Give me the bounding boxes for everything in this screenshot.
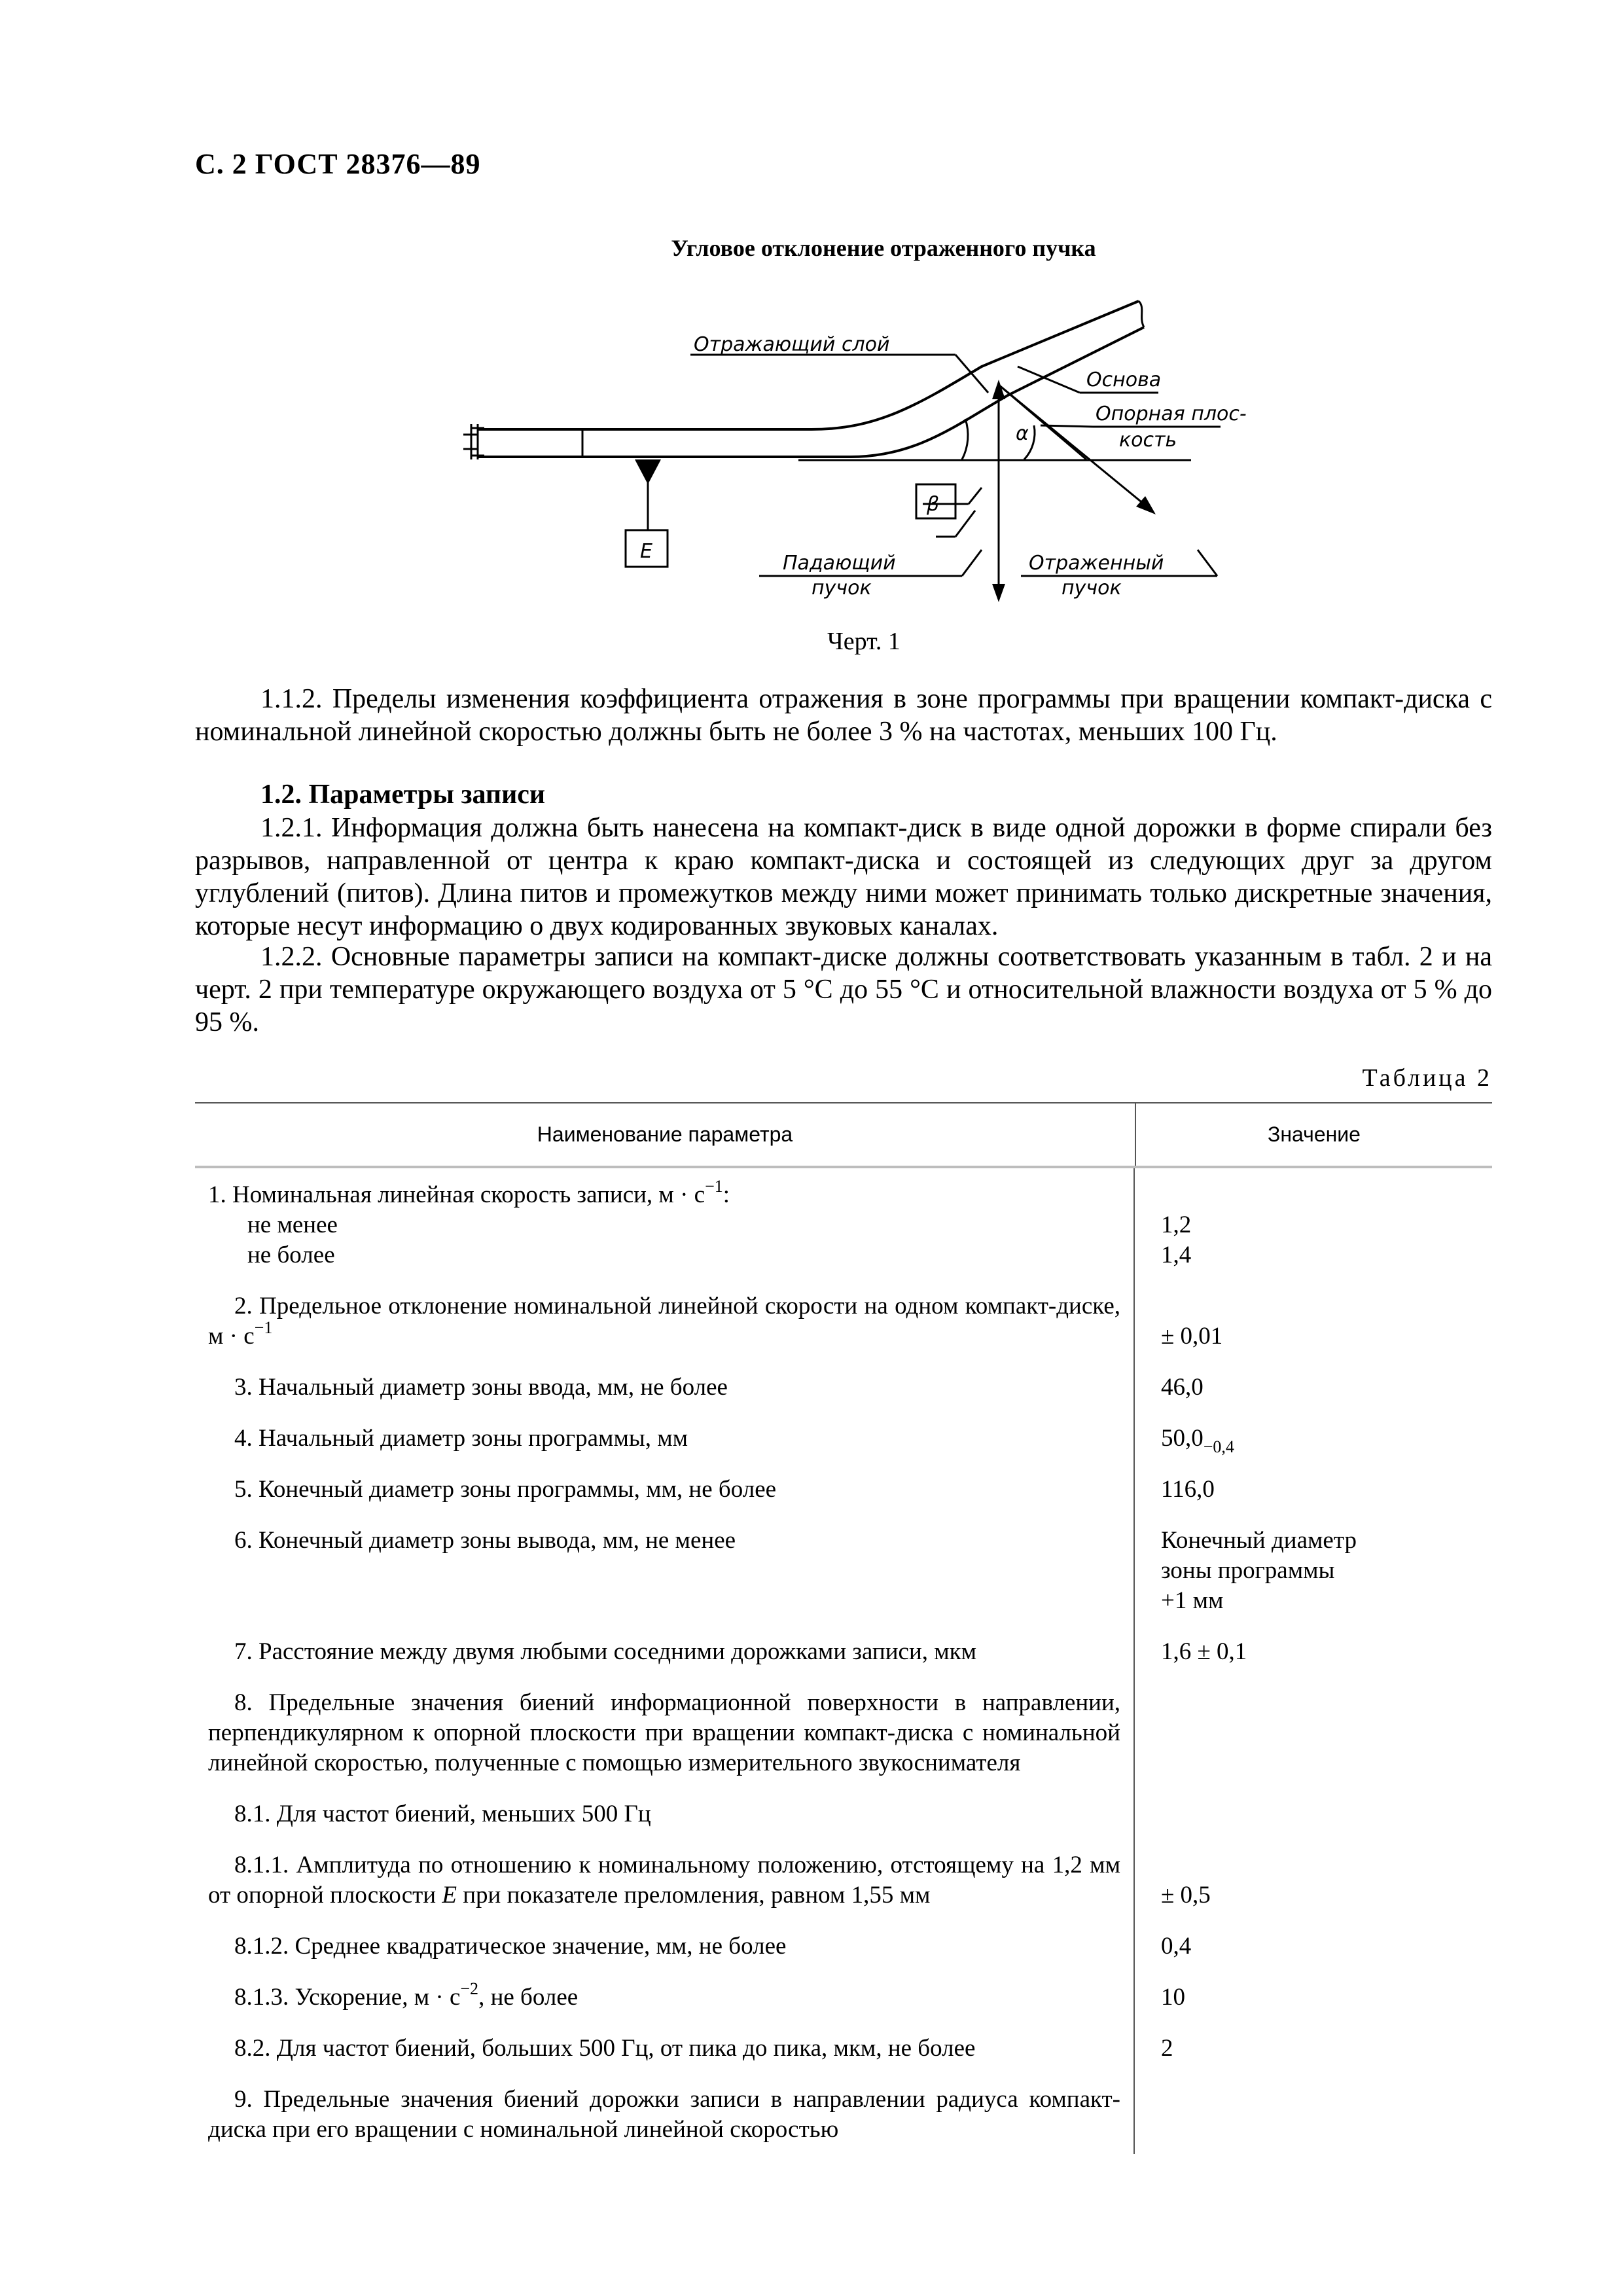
label-e: E [640,540,652,563]
paragraph-1-2-2: 1.2.2. Основные параметры записи на компакт-диске должны соответствовать указанным в табл. 2 и на черт. 2 при температуре окружающего воздуха от 5 °С до 55 °С и относительной влажности воздуха от 5 % до 95 %. [195,942,1492,1037]
param-value: 2 [1161,2035,1173,2062]
param-value: 1,4 [1161,1242,1192,1268]
param-value: 1,2 [1161,1211,1192,1238]
table-row [195,1676,1492,1787]
param-value: 1,6 ± 0,1 [1161,1638,1247,1665]
section-heading-1-2: 1.2. Параметры записи [260,780,546,810]
param-name: 8.2. Для частот биений, больших 500 Гц, от пика до пика, мкм, не более [195,2022,1135,2073]
param-name: 8. Предельные значения биений информационной поверхности в направлении, перпендикулярном к опорной плоскости при вращении компакт-диска с номинальной линейной скоростью, полученные с помощью измерительного звукоснимателя [195,1676,1135,1787]
table-row: 2. Предельное отклонение номинальной линейной скорости на одном компакт-диске, $м \cdot с^{-1}$ ± 0,01 [195,1280,1492,1361]
label-reflected-2: пучок [1061,577,1122,600]
param-value: 10 [1161,1984,1185,2011]
param-name: 8.1.2. Среднее квадратическое значение, мм, не более [195,1920,1135,1971]
table-row [195,1361,1492,1412]
strip-top-edge [478,301,1139,429]
param-value: 116,0 [1161,1476,1215,1503]
label-reference-plane-1: Опорная плос- [1096,403,1247,425]
table-row: 8.1.1. Амплитуда по отношению к номинальному положению, отстоящему на 1,2 мм от опорной плоскости E при показателе преломления, равном 1,55 мм ± 0,5 [195,1839,1492,1920]
support-triangle [635,459,661,484]
label-incident-2: пучок [812,577,872,600]
table-row: 6. Конечный диаметр зоны вывода, мм, не менее Конечный диаметр зоны программы +1 мм [195,1514,1492,1625]
param-name: 3. Начальный диаметр зоны ввода, мм, не более [195,1361,1135,1412]
table-header-row [195,1103,1492,1168]
beta-arc [962,419,968,459]
table-row [195,1625,1492,1676]
paragraph-1-2-1: 1.2.1. Информация должна быть нанесена на компакт-диск в виде одной дорожки в форме спирали без разрывов, направленной от центра к краю компакт-диска и состоящей из следующих друг за другом углублений (питов). Длина питов и промежутков между ними может принимать только дискретные значения, которые несут информацию о двух кодированных звуковых каналах. [195,813,1492,941]
param-value: ± 0,01 [1161,1323,1223,1350]
table-row [195,1920,1492,1971]
label-reflecting-layer: Отражающий слой [694,333,890,356]
figure-caption: Черт. 1 [827,628,901,655]
param-name: 6. Конечный диаметр зоны вывода, мм, не менее [195,1514,1135,1625]
paragraph-1-1-2: 1.1.2. Пределы изменения коэффициента отражения в зоне программы при вращении компакт-диска с номинальной линейной скоростью должны быть не более 3 % на частотах, меньших 100 Гц. [195,684,1492,747]
figure-diagram [458,288,1283,628]
param-name: 5. Конечный диаметр зоны программы, мм, не более [195,1463,1135,1514]
table-row [195,1787,1492,1839]
table-row [195,2022,1492,2073]
table-row: 8.1.3. Ускорение, $м \cdot с^{-2}$, не более 10 [195,1971,1492,2022]
param-name: 1. Номинальная линейная скорость записи, м · с [208,1181,705,1208]
label-base: Основа [1086,368,1162,391]
figure-title: Угловое отклонение отраженного пучка [671,235,1096,261]
param-name: 8.1.3. Ускорение, м · с [234,1984,461,2011]
label-incident-1: Падающий [783,552,896,575]
header-parameter: Наименование параметра [195,1103,1136,1166]
label-reflected-1: Отраженный [1029,552,1164,575]
param-name: 8.1. Для частот биений, меньших 500 Гц [195,1787,1135,1839]
table-label: Таблица 2 [1362,1064,1492,1092]
table-row [195,1463,1492,1514]
parameters-table [195,1102,1492,2154]
header-value: Значение [1268,1122,1361,1146]
strip-break [1139,301,1144,327]
label-alpha: α [1016,422,1029,445]
table-row: 1. Номинальная линейная скорость записи, $м \cdot с^{-1}$: не менее не более 1,2 1,4 [195,1168,1492,1280]
param-name: 2. Предельное отклонение номинальной линейной скорости на одном компакт-диске, м · с [208,1293,1120,1350]
param-name: 4. Начальный диаметр зоны программы, мм [195,1412,1135,1463]
table-row: 4. Начальный диаметр зоны программы, мм $50,0_{-0,4}$ [195,1412,1492,1463]
param-value: 50,0 [1161,1425,1204,1452]
param-value: 0,4 [1161,1933,1192,1960]
page-header: С. 2 ГОСТ 28376—89 [195,148,481,180]
label-reference-plane-2: кость [1119,429,1177,452]
param-value: ± 0,5 [1161,1882,1211,1909]
table-row [195,2073,1492,2154]
param-name: 8.1.1. Амплитуда по отношению к номинальному положению, отстоящему на 1,2 мм от опорной плоскости [208,1852,1120,1909]
param-name: 9. Предельные значения биений дорожки записи в направлении радиуса компакт-диска при его вращении с номинальной линейной скоростью [195,2073,1135,2154]
param-value: 46,0 [1161,1374,1204,1401]
param-name: 7. Расстояние между двумя любыми соседними дорожками записи, мкм [195,1625,1135,1676]
label-beta: β [927,493,940,516]
